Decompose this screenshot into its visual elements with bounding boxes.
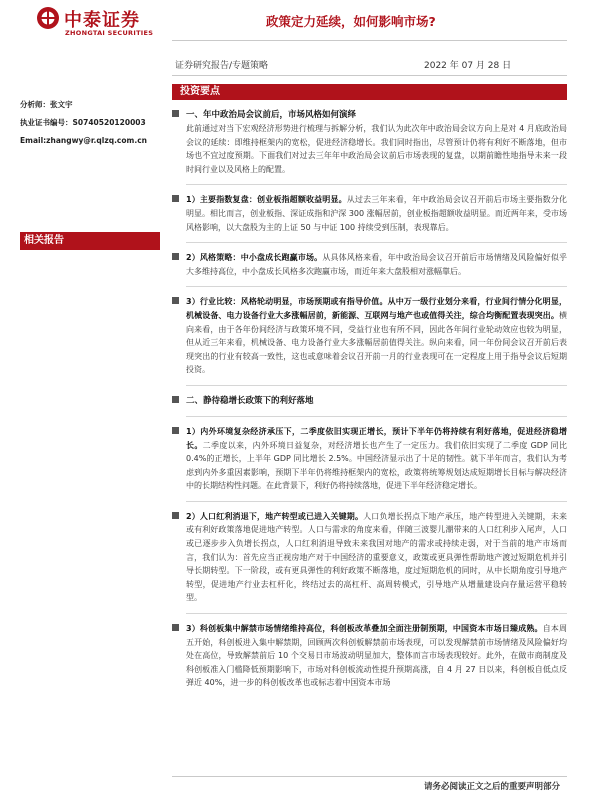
item-lead: 2）人口红利消退下，地产转型或已进入关键期。 [186,511,364,521]
item-title: 一、年中政治局会议前后，市场风格如何演绎 [186,110,357,120]
report-date: 2022 年 07 月 28 日 [424,61,512,71]
list-item [172,425,567,493]
item-divider [186,385,567,386]
item-divider [186,613,567,614]
square-bullet-icon [172,396,179,403]
list-item [172,622,567,690]
item-body: 二季度以来，内外环境日益复杂，对经济增长也产生了一定压力。我们依旧实现了二季度 GDP 同比 0.4%的正增长，上半年 GDP 同比增长 2.5%。中国经济显示出了十足的韧性。就下半年而言，我们认为考虑到内外多重因素影响，预期下半年仍将维持框架内的宽松，政策将统筹规划达成短期增长目标与解决经济中的长期结构性问题。在此背景下，利好仍将持续落地，促进下半年经济稳定增长。 [186,440,568,491]
item-divider [186,501,567,502]
square-bullet-icon [172,297,179,304]
item-body: 自本周五开始，科创板进入集中解禁期，回顾两次科创板解禁前市场表现，可以发现解禁前市场情绪及风险偏好均处在高位，导致解禁前后 10 个交易日市场波动明显加大，整体而言市场表现较好。此外，在做市商制度及科创板准入门槛降低预期影响下，市场对科创板流动性提升预期高涨，自 4 月 27 日以来，科创板自低点反弹近 40%，进一步的科创板改革也或标志着中国资本市场 [186,624,568,688]
list-item [172,394,567,408]
item-title: 二、静待稳增长政策下的利好落地 [186,395,314,406]
company-logo [36,4,176,44]
related-reports-header: 相关报告 [20,232,160,250]
item-divider [186,184,567,185]
list-item [172,193,567,234]
square-bullet-icon [172,624,179,631]
company-logo-icon [36,6,60,30]
item-divider [186,286,567,287]
header-divider-lower [172,75,567,76]
square-bullet-icon [172,195,179,202]
item-lead: 2）风格策略：中小盘成长跑赢市场。 [186,253,323,263]
item-body: 此前通过对当下宏观经济形势进行梳理与拆解分析，我们认为此次年中政治局会议方向上是对 4 月底政治局会议的延续：即维持框架内的宽松，促进经济稳增长。我们同时指出，尽管预计仍将有利好不断落地，但市场也不宜过度预期。下面我们对过去三年年中政治局会议前后市场表现的复盘，以期前瞻性地指导未来一段时间行业以及风格上的配置。 [186,124,567,174]
item-lead: 1）内外环境复杂经济承压下，二季度依旧实现正增长，预计下半年仍将持续有利好落地，促进经济稳增长。 [186,426,567,450]
section-header-investment-points: 投资要点 [172,84,567,100]
main-content [172,84,567,690]
item-body: 从具体风格来看，年中政治局会议召开前后市场情绪及风险偏好似乎大多维持高位，中小盘成长风格多次跑赢市场，而近年来大盘股相对涨幅靠后。 [186,253,567,276]
list-item [172,108,567,176]
item-lead: 1）主要指数复盘：创业板指超额收益明显。 [186,195,347,205]
analyst-license: 执业证书编号：S0740520120003 [20,118,146,127]
item-divider [186,416,567,417]
item-body: 横向来看，由于各年份间经济与政策环境不同，受益行业也有所不同，因此各年间行业轮动效应也较为明显，但从近三年来看，机械设备、电力设备行业大多涨幅居前值得关注。纵向来看，同一年份间会议召开前后表现突出的行业有较高一致性，这也或意味着会议召开前一月的行业表现可在一定程度上用于指导会议后短期投资。 [186,310,567,375]
footer-disclaimer: 请务必阅读正文之后的重要声明部分 [423,782,560,792]
page-footer [0,774,600,800]
square-bullet-icon [172,253,179,260]
header-divider [172,40,567,41]
item-body: 从过去三年来看，年中政治局会议召开前后市场主要指数分化明显。相比而言，创业板指、深证成指和沪深 300 涨幅居前，创业板指超额收益明显。而近两年来，受市场风格影响，以大盘股为主的上证 50 与中证 100 持续受到压制，表现靠后。 [186,195,567,232]
list-item [172,510,567,605]
list-item [172,251,567,278]
logo-english-text: ZHONGTAI SECURITIES [65,29,154,37]
item-divider [186,242,567,243]
analyst-name: 分析师：张文宇 [20,100,73,109]
item-body: 人口负增长拐点下地产承压，地产转型进入关键期，未来或有利好政策落地促进地产转型。人口与需求的角度来看，伴随三波婴儿潮带来的人口红利步入尾声，人口或已逐步步入负增长拐点，人口红利消退导致未来我国对地产的需求或持续走弱，对于当前的地产市场而言，我们认为：首先应当正视房地产对于中国经济的重要意义，政策或更具弹性帮助地产渡过短期危机并引导长期转型。下一阶段，或有更具弹性的利好政策不断落地，度过短期危机的同时，从中长期角度引导地产转型，促进地产行业去杠杆化，终结过去的高杠杆、高周转模式，引导地产从增量建设向存量运营平稳转型。 [186,511,567,603]
item-lead: 3）行业比较：风格轮动明显，市场预期或有指导价值。从中万一级行业划分来看，行业间行情分化明显，机械设备、电力设备行业大多涨幅居前，新能源、互联网与地产也或值得关注，综合均衡配置表现突出。 [186,297,567,320]
square-bullet-icon [172,110,179,117]
item-lead: 3）科创板集中解禁市场情绪维持高位，科创板改革叠加全面注册制预期，中国资本市场日臻成熟。 [186,624,543,634]
report-header [0,0,600,80]
report-type: 证券研究报告/专题策略 [175,61,269,71]
analyst-email[interactable]: Email:zhangwy@r.qlzq.com.cn [20,136,147,145]
square-bullet-icon [172,427,179,434]
report-title: 政策定力延续，如何影响市场? [266,14,436,29]
list-item [172,295,567,377]
square-bullet-icon [172,512,179,519]
logo-chinese-text: 中泰证券 [64,10,140,31]
analyst-sidebar [20,96,160,246]
footer-divider [172,776,567,777]
